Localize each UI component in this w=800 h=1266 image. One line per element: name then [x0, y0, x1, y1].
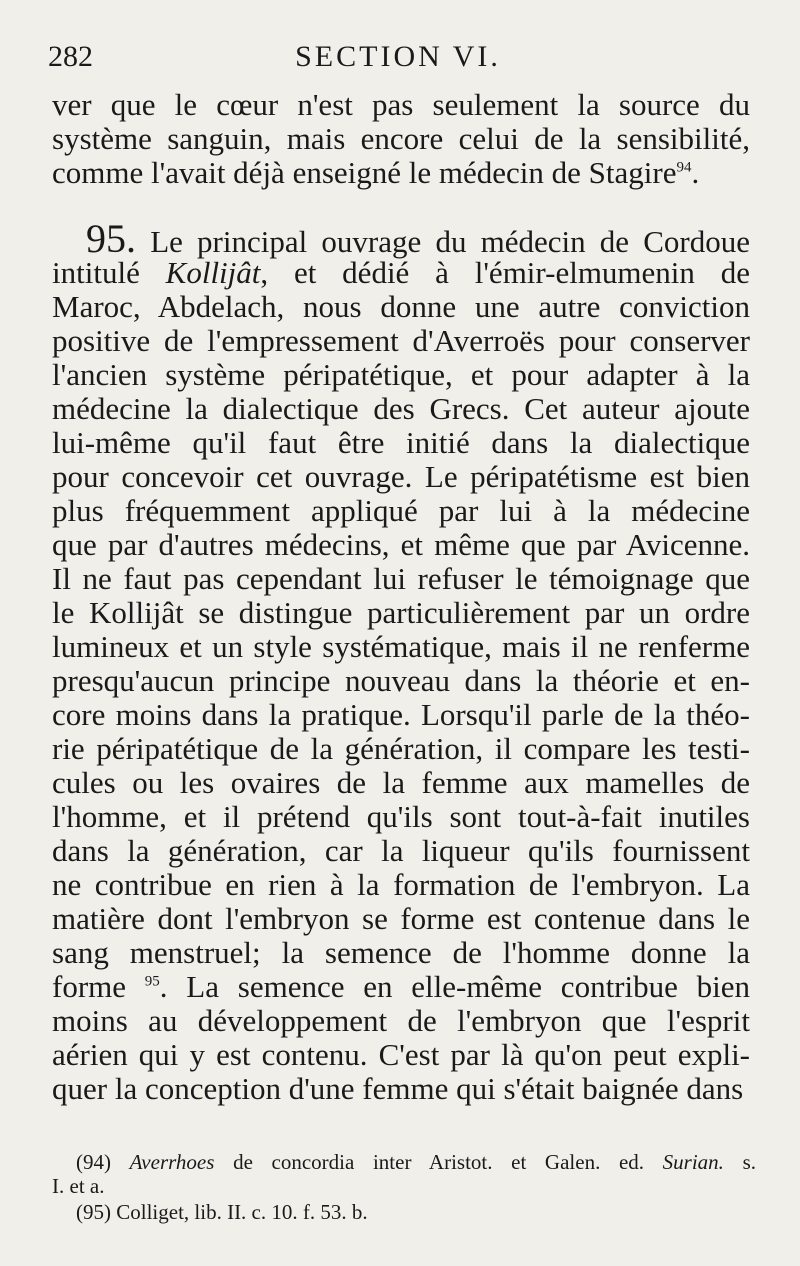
text-line: que par d'autres médecins, et même que par Avicenne. — [52, 527, 750, 562]
footnote-ref: 94 — [676, 159, 692, 176]
footnote-95: (95) Colliget, lib. II. c. 10. f. 53. b. — [76, 1200, 368, 1224]
footnote-ref: 95 — [144, 973, 160, 990]
text-line: cules ou les ovaires de la femme aux mamelles de — [52, 765, 750, 800]
text-line: Maroc, Abdelach, nous donne une autre conviction — [52, 289, 750, 324]
text-segment: , et dédié à l'émir-elmumenin de — [260, 255, 750, 290]
text-line: médecine la dialectique des Grecs. Cet auteur ajoute — [52, 391, 750, 426]
text-segment: comme l'avait déjà enseigné le médecin de Stagire — [52, 155, 677, 190]
footnote-94 — [76, 1150, 756, 1174]
text-line: lui-même qu'il faut être initié dans la dialectique — [52, 425, 750, 460]
text-line: plus fréquemment appliqué par lui à la médecine — [52, 493, 750, 528]
footnote-italic: Averrhoes — [129, 1150, 215, 1174]
text-line — [52, 970, 750, 1004]
text-line: quer la conception d'une femme qui s'était baignée dans — [52, 1071, 744, 1106]
text-line: ver que le cœur n'est pas seulement la source du — [52, 87, 750, 122]
text-segment: intitulé — [52, 255, 140, 290]
text-line: le Kollijât se distingue particulièrement par un ordre — [52, 595, 750, 630]
text-line: système sanguin, mais encore celui de la sensibilité, — [52, 121, 750, 156]
running-title: SECTION VI. — [295, 40, 501, 73]
footnote-italic: Surian. — [662, 1150, 724, 1174]
italic-title: Kollijât — [165, 255, 261, 290]
text-line: positive de l'empressement d'Averroës pour conserver — [52, 323, 750, 358]
text-line: presqu'aucun principe nouveau dans la théorie et en- — [52, 663, 750, 698]
footnote-text: s. — [742, 1150, 757, 1174]
page-number: 282 — [48, 40, 93, 73]
text-line: pour concevoir cet ouvrage. Le péripatétisme est bien — [52, 459, 750, 494]
text-line: aérien qui y est contenu. C'est par là qu'on peut expli- — [52, 1037, 750, 1072]
text-line: rie péripatétique de la génération, il compare les testi- — [52, 731, 750, 766]
text-segment: Le principal ouvrage du médecin de Cordoue — [150, 224, 750, 259]
text-line: l'ancien système péripatétique, et pour adapter à la — [52, 357, 750, 392]
text-line: lumineux et un style systématique, mais il ne renferme — [52, 629, 750, 664]
footnote-94-continued: I. et a. — [52, 1174, 105, 1198]
text-segment: . — [691, 155, 700, 190]
text-line: Il ne faut pas cependant lui refuser le témoignage que — [52, 561, 750, 596]
footnote-text: de concordia inter Aristot. et Galen. ed. — [233, 1150, 645, 1174]
footnote-number: (94) — [76, 1150, 111, 1174]
page-header — [48, 40, 748, 84]
text-line: l'homme, et il prétend qu'ils sont tout-à-fait inutiles — [52, 799, 750, 834]
text-line — [52, 256, 750, 290]
text-line: matière dont l'embryon se forme est contenue dans le — [52, 901, 750, 936]
text-segment: forme — [52, 969, 127, 1004]
text-line: moins au développement de l'embryon que l'esprit — [52, 1003, 750, 1038]
text-line — [52, 156, 750, 190]
text-segment: . La semence en elle-même contribue bien — [159, 969, 751, 1004]
paragraph-number: 95. — [86, 216, 136, 261]
text-line: sang menstruel; la semence de l'homme donne la — [52, 935, 750, 970]
paragraph-start — [86, 216, 750, 261]
text-line: dans la génération, car la liqueur qu'ils fournissent — [52, 833, 750, 868]
text-line: ne contribue en rien à la formation de l'embryon. La — [52, 867, 750, 902]
text-line: core moins dans la pratique. Lorsqu'il parle de la théo- — [52, 697, 750, 732]
